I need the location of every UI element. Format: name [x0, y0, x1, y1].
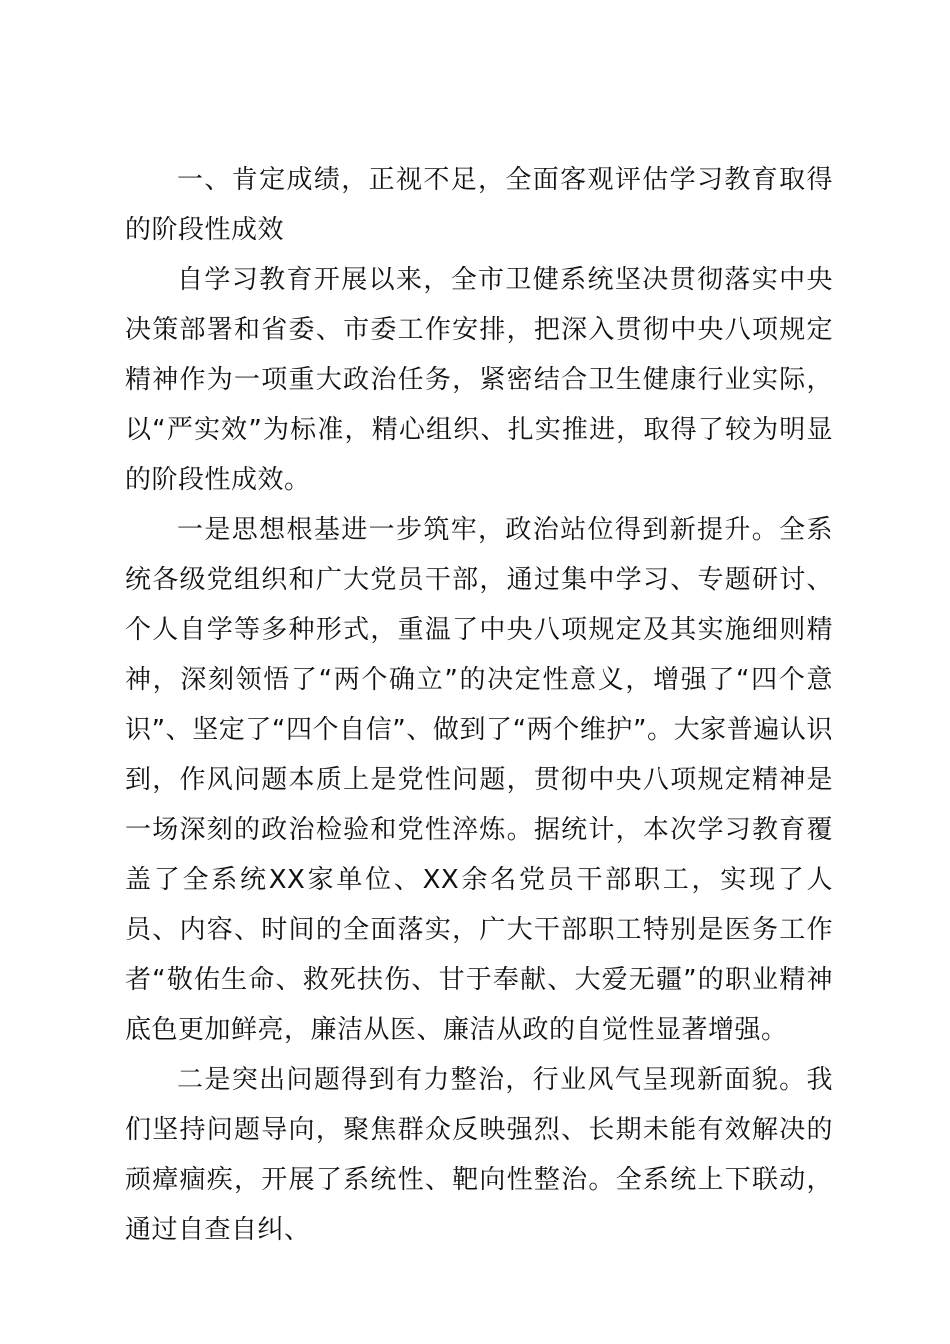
document-body: [125, 155, 833, 1255]
paragraph-point-two: 二是突出问题得到有力整治，行业风气呈现新面貌。我们坚持问题导向，聚焦群众反映强烈、长期未能有效解决的顽瘴痼疾，开展了系统性、靶向性整治。全系统上下联动，通过自查自纠、: [125, 1065, 833, 1245]
paragraph-point-one: 一是思想根基进一步筑牢，政治站位得到新提升。全系统各级党组织和广大党员干部，通过集中学习、专题研讨、个人自学等多种形式，重温了中央八项规定及其实施细则精神，深刻领悟了“两个确立”的决定性意义，增强了“四个意识”、坚定了“四个自信”、做到了“两个维护”。大家普遍认识到，作风问题本质上是党性问题，贯彻中央八项规定精神是一场深刻的政治检验和党性淬炼。据统计，本次学习教育覆盖了全系统XX家单位、XX余名党员干部职工，实现了人员、内容、时间的全面落实，广大干部职工特别是医务工作者“敬佑生命、救死扶伤、甘于奉献、大爱无疆”的职业精神底色更加鲜亮，廉洁从医、廉洁从政的自觉性显著增强。: [125, 515, 833, 1045]
paragraph-intro: 自学习教育开展以来，全市卫健系统坚决贯彻落实中央决策部署和省委、市委工作安排，把深入贯彻中央八项规定精神作为一项重大政治任务，紧密结合卫生健康行业实际，以“严实效”为标准，精心组织、扎实推进，取得了较为明显的阶段性成效。: [125, 265, 833, 495]
section-heading: 一、肯定成绩，正视不足，全面客观评估学习教育取得的阶段性成效: [125, 165, 833, 245]
